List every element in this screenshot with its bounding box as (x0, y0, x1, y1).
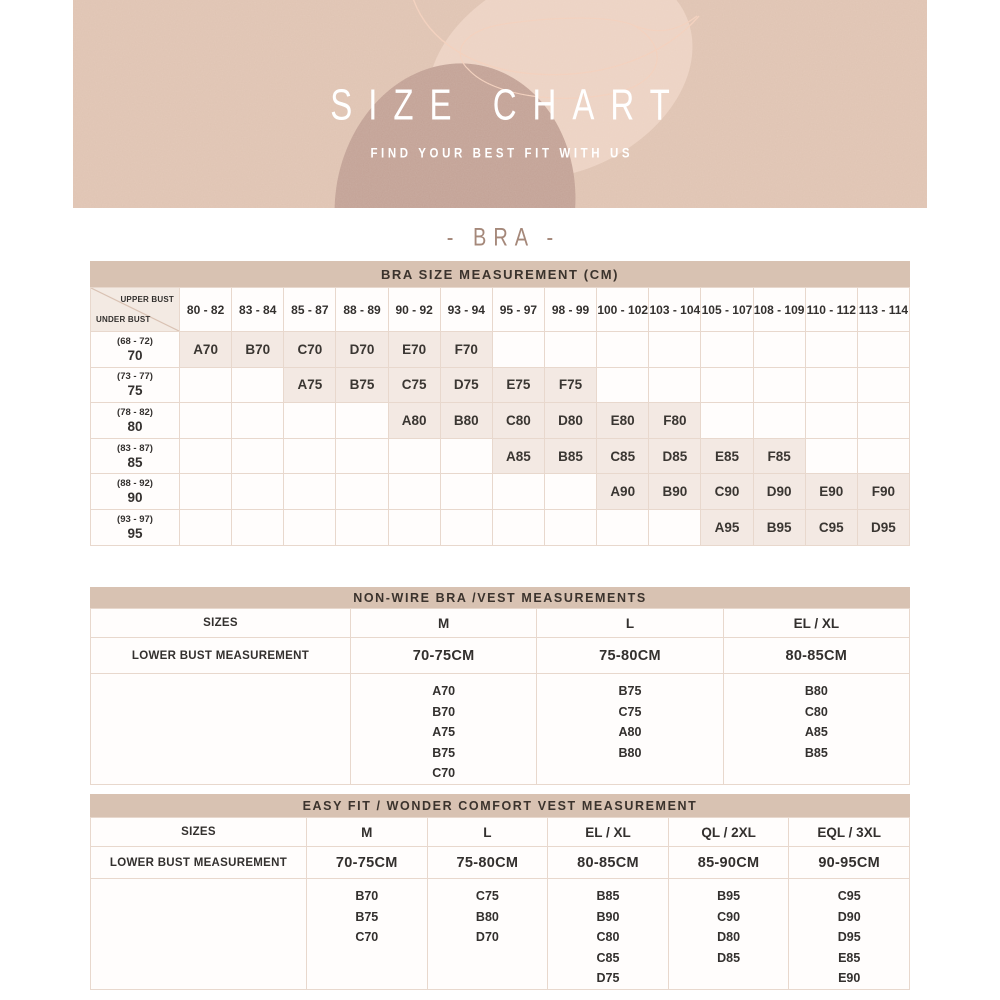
empty-cell (857, 403, 909, 439)
bra-size-line: C90 (717, 909, 741, 924)
bra-size-cell: A95 (701, 509, 753, 545)
empty-cell (180, 367, 232, 403)
bra-size-cell: E75 (492, 367, 544, 403)
bra-size-line: C85 (596, 950, 620, 965)
bra-size-cell: A80 (388, 403, 440, 439)
empty-cell (284, 509, 336, 545)
bust-col-header: 98 - 99 (544, 288, 596, 332)
underbust-range: (88 - 92) (117, 478, 153, 490)
size-col-header: EL / XL (548, 818, 669, 847)
empty-cell (649, 367, 701, 403)
empty-cell (753, 332, 805, 368)
bust-col-header: 105 - 107 (701, 288, 753, 332)
bra-size-line: B80 (618, 745, 642, 760)
bra-size-cell: C90 (701, 474, 753, 510)
empty-cell (180, 438, 232, 474)
corner-cell (91, 288, 180, 332)
bra-size-cell: E80 (597, 403, 649, 439)
bra-size-line: B70 (432, 704, 456, 719)
bra-sizes-list (427, 879, 548, 990)
measurement-cell: 85-90CM (668, 847, 789, 879)
underbust-range: (78 - 82) (117, 406, 153, 418)
bra-size-line: D75 (596, 971, 620, 985)
bra-size-line: B75 (355, 909, 379, 924)
size-col-header: QL / 2XL (668, 818, 789, 847)
easyfit-table (90, 794, 910, 990)
empty-cell (180, 403, 232, 439)
empty-cell (753, 403, 805, 439)
header-banner (73, 0, 927, 208)
bust-col-header: 108 - 109 (753, 288, 805, 332)
bra-size-line: C70 (432, 766, 456, 780)
empty-cell (544, 474, 596, 510)
bra-sizes-list (548, 879, 669, 990)
bra-size-line: A80 (618, 725, 642, 739)
measurement-cell: 90-95CM (789, 847, 910, 879)
corner-under-bust-label: UNDER BUST (96, 315, 151, 324)
underbust-size: 85 (127, 454, 143, 470)
bra-size-cell: F70 (440, 332, 492, 368)
empty-cell (701, 367, 753, 403)
measurement-row-label: LOWER BUST MEASUREMENT (91, 638, 351, 674)
bra-size-line: B75 (432, 745, 456, 760)
bra-size-line: A70 (432, 684, 456, 698)
bra-size-line: C95 (837, 889, 861, 903)
bust-col-header: 100 - 102 (597, 288, 649, 332)
bra-size-line: C80 (596, 930, 620, 944)
bra-size-line: B75 (618, 684, 642, 698)
empty-cell (753, 367, 805, 403)
underbust-range: (83 - 87) (117, 442, 153, 454)
bra-size-line: E90 (838, 971, 861, 985)
empty-row-label (91, 674, 351, 785)
bust-col-header: 103 - 104 (649, 288, 701, 332)
underbust-label (91, 509, 180, 545)
bra-size-line: D90 (837, 909, 861, 924)
underbust-size: 80 (127, 418, 143, 434)
bra-size-line: B85 (596, 889, 620, 903)
bra-size-cell: A90 (597, 474, 649, 510)
underbust-size: 75 (127, 383, 143, 399)
bra-size-table (90, 261, 910, 546)
bra-size-line: C70 (355, 930, 379, 944)
empty-cell (180, 509, 232, 545)
bra-size-cell: E85 (701, 438, 753, 474)
bra-size-line: B90 (596, 909, 620, 924)
underbust-label (91, 438, 180, 474)
bra-size-line: B95 (717, 889, 741, 903)
bra-size-cell: D75 (440, 367, 492, 403)
underbust-label (91, 332, 180, 368)
size-col-header: M (351, 609, 537, 638)
empty-cell (440, 474, 492, 510)
bra-size-cell: B85 (544, 438, 596, 474)
bra-sizes-list (351, 674, 537, 785)
bra-size-line: D95 (837, 930, 861, 944)
bra-size-cell: D95 (857, 509, 909, 545)
easyfit-table-title: EASY FIT / WONDER COMFORT VEST MEASUREMENT (90, 794, 910, 817)
bra-size-cell: F85 (753, 438, 805, 474)
bust-col-header: 85 - 87 (284, 288, 336, 332)
empty-cell (701, 403, 753, 439)
nonwire-table (90, 587, 910, 785)
empty-cell (232, 474, 284, 510)
bust-col-header: 90 - 92 (388, 288, 440, 332)
empty-cell (649, 332, 701, 368)
bra-size-line: A75 (432, 725, 456, 739)
measurement-cell: 70-75CM (307, 847, 428, 879)
bra-size-cell: F80 (649, 403, 701, 439)
bra-size-line: B85 (804, 745, 828, 760)
empty-cell (440, 509, 492, 545)
underbust-label (91, 474, 180, 510)
bra-size-cell: F75 (544, 367, 596, 403)
bra-size-cell: B75 (336, 367, 388, 403)
bra-size-line: B70 (355, 889, 379, 903)
page-title: SIZE CHART (330, 79, 686, 129)
empty-cell (649, 509, 701, 545)
sizes-row-label: SIZES (91, 609, 351, 638)
bra-size-line: C75 (618, 704, 642, 719)
corner-upper-bust-label: UPPER BUST (120, 295, 174, 304)
empty-cell (336, 438, 388, 474)
sizes-row-label: SIZES (91, 818, 307, 847)
bra-size-line: C75 (475, 889, 499, 903)
empty-cell (284, 474, 336, 510)
bust-col-header: 88 - 89 (336, 288, 388, 332)
empty-cell (232, 438, 284, 474)
empty-cell (388, 474, 440, 510)
size-col-header: EL / XL (723, 609, 909, 638)
bra-size-cell: B70 (232, 332, 284, 368)
empty-cell (805, 332, 857, 368)
bra-sizes-list (723, 674, 909, 785)
bra-size-cell: A70 (180, 332, 232, 368)
bra-table-title: BRA SIZE MEASUREMENT (CM) (90, 261, 910, 287)
empty-cell (492, 509, 544, 545)
empty-cell (284, 403, 336, 439)
bust-col-header: 83 - 84 (232, 288, 284, 332)
bra-size-cell: B95 (753, 509, 805, 545)
size-col-header: L (537, 609, 723, 638)
bra-size-cell: E70 (388, 332, 440, 368)
empty-cell (544, 509, 596, 545)
bra-sizes-list (668, 879, 789, 990)
bra-size-cell: D85 (649, 438, 701, 474)
underbust-range: (73 - 77) (117, 371, 153, 383)
bust-col-header: 80 - 82 (180, 288, 232, 332)
bra-sizes-list (537, 674, 723, 785)
bust-col-header: 110 - 112 (805, 288, 857, 332)
underbust-size: 95 (127, 525, 143, 541)
empty-cell (232, 367, 284, 403)
nonwire-grid (90, 608, 910, 785)
measurement-cell: 80-85CM (548, 847, 669, 879)
measurement-cell: 80-85CM (723, 638, 909, 674)
empty-cell (701, 332, 753, 368)
empty-cell (284, 438, 336, 474)
bra-size-line: E85 (838, 950, 861, 965)
empty-cell (492, 332, 544, 368)
empty-cell (857, 438, 909, 474)
underbust-label (91, 367, 180, 403)
empty-cell (232, 509, 284, 545)
empty-cell (857, 367, 909, 403)
bra-size-cell: C85 (597, 438, 649, 474)
empty-cell (388, 438, 440, 474)
bra-size-cell: D70 (336, 332, 388, 368)
bust-col-header: 113 - 114 (857, 288, 909, 332)
empty-cell (232, 403, 284, 439)
bra-sizes-list (789, 879, 910, 990)
bra-size-cell: C80 (492, 403, 544, 439)
bust-col-header: 95 - 97 (492, 288, 544, 332)
bra-size-cell: D80 (544, 403, 596, 439)
bra-size-cell: C75 (388, 367, 440, 403)
empty-cell (597, 332, 649, 368)
bra-size-cell: B80 (440, 403, 492, 439)
size-col-header: L (427, 818, 548, 847)
empty-cell (597, 509, 649, 545)
empty-cell (597, 367, 649, 403)
empty-cell (492, 474, 544, 510)
bra-size-line: B80 (804, 684, 828, 698)
empty-cell (388, 509, 440, 545)
bra-size-line: D70 (475, 930, 499, 944)
bra-size-cell: C70 (284, 332, 336, 368)
bra-size-cell: A75 (284, 367, 336, 403)
bra-size-cell: A85 (492, 438, 544, 474)
underbust-label (91, 403, 180, 439)
empty-cell (336, 509, 388, 545)
bra-size-cell: B90 (649, 474, 701, 510)
empty-cell (336, 403, 388, 439)
empty-cell (805, 403, 857, 439)
empty-cell (805, 367, 857, 403)
bra-size-line: D80 (717, 930, 741, 944)
bra-size-cell: D90 (753, 474, 805, 510)
underbust-size: 70 (127, 347, 143, 363)
empty-cell (544, 332, 596, 368)
section-title-bra: - BRA - (446, 224, 561, 252)
bra-size-cell: E90 (805, 474, 857, 510)
empty-cell (440, 438, 492, 474)
measurement-cell: 75-80CM (427, 847, 548, 879)
measurement-cell: 70-75CM (351, 638, 537, 674)
empty-cell (805, 438, 857, 474)
empty-cell (336, 474, 388, 510)
measurement-cell: 75-80CM (537, 638, 723, 674)
bra-size-line: C80 (804, 704, 828, 719)
size-col-header: M (307, 818, 428, 847)
bra-size-grid (90, 287, 910, 546)
underbust-size: 90 (127, 490, 143, 506)
underbust-range: (68 - 72) (117, 335, 153, 347)
empty-row-label (91, 879, 307, 990)
bra-sizes-list (307, 879, 428, 990)
bra-size-line: A85 (804, 725, 828, 739)
bra-size-line: D85 (717, 950, 741, 965)
bra-size-cell: C95 (805, 509, 857, 545)
page-subtitle: FIND YOUR BEST FIT WITH US (370, 146, 634, 162)
empty-cell (857, 332, 909, 368)
bra-size-line: B80 (475, 909, 499, 924)
bra-size-cell: F90 (857, 474, 909, 510)
empty-cell (180, 474, 232, 510)
measurement-row-label: LOWER BUST MEASUREMENT (91, 847, 307, 879)
underbust-range: (93 - 97) (117, 513, 153, 525)
bust-col-header: 93 - 94 (440, 288, 492, 332)
nonwire-table-title: NON-WIRE BRA /VEST MEASUREMENTS (90, 587, 910, 608)
easyfit-grid (90, 817, 910, 990)
size-col-header: EQL / 3XL (789, 818, 910, 847)
